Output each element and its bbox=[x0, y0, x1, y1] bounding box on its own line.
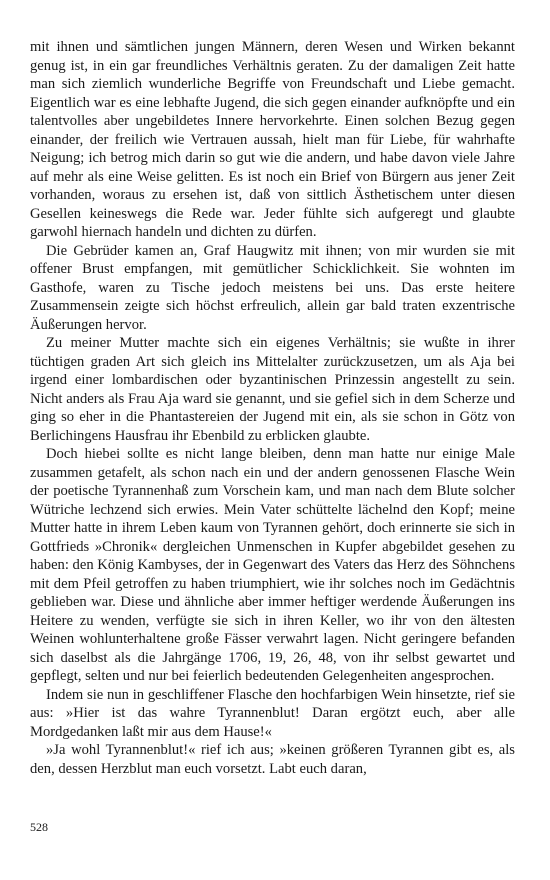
paragraph-4: Doch hiebei sollte es nicht lange bleiben, denn man hatte nur einige Male zusammen getafelt, als schon nach ein und der andern genossenen Flasche Wein der poetische Tyrannenhaß zum Vorschein kam, und man nach dem Blute solcher Wütriche lechzend sich erwies. Mein Vater schüttelte lächelnd den Kopf; meine Mutter hatte in ihrem Leben kaum von Tyrannen gehört, doch erinnerte sie sich in Gottfrieds »Chronik« dergleichen Unmenschen in Kupfer abgebildet gesehen zu haben: den König Kambyses, der in Gegenwart des Vaters das Herz des Söhnchens mit dem Pfeil getroffen zu haben triumphiert, wie ihr solches noch im Gedächtnis geblieben war. Diese und ähnliche aber immer heftiger werdende Äußerungen ins Heitere zu wenden, verfügte sie sich in ihren Keller, wo ihr von den ältesten Weinen wohlunterhaltene große Fässer verwahrt lagen. Nicht geringere befanden sich daselbst als die Jahrgänge 1706, 19, 26, 48, von ihr selbst gewartet und gepflegt, selten und nur bei feierlich bedeutenden Gelegenheiten angesprochen. bbox=[30, 446, 515, 684]
paragraph-1: mit ihnen und sämtlichen jungen Männern, deren Wesen und Wirken bekannt genug ist, in ein gar freundliches Verhältnis geraten. Zu der damaligen Zeit hatte man sich ziemlich wunderliche Begriffe von Freundschaft und Liebe gemacht. Eigentlich war es eine lebhafte Jugend, die sich gegen einander aufknöpfte und ein talentvolles aber ungebildetes Innere hervorkehrte. Einen solchen Bezug gegen einander, der freilich wie Vertrauen aussah, hielt man für Liebe, für wahrhafte Neigung; ich betrog mich darin so gut wie die andern, und habe davon viele Jahre auf mehr als eine Weise gelitten. Es ist noch ein Brief von Bürgern aus jener Zeit vorhanden, woraus zu ersehen ist, daß von sittlich Ästhetischem unter diesen Gesellen keineswegs die Rede war. Jeder fühlte sich aufgeregt und glaubte garwohl hiernach handeln und dichten zu dürfen. bbox=[30, 39, 515, 240]
paragraph-6: »Ja wohl Tyrannenblut!« rief ich aus; »keinen größeren Tyrannen gibt es, als den, dessen Herzblut man euch vorsetzt. Labt euch daran, bbox=[30, 742, 515, 777]
page-text bbox=[30, 38, 515, 778]
paragraph-3: Zu meiner Mutter machte sich ein eigenes Verhältnis; sie wußte in ihrer tüchtigen graden Art sich gleich ins Mittelalter zurückzusetzen, um als Aja bei irgend einer lombardischen oder byzantinischen Prinzessin angestellt zu sein. Nicht anders als Frau Aja ward sie genannt, und sie gefiel sich in dem Scherze und ging so eher in die Phantastereien der Jugend mit ein, als sie schon in Götz von Berlichingens Hausfrau ihr Ebenbild zu erblicken glaubte. bbox=[30, 335, 515, 444]
paragraph-5: Indem sie nun in geschliffener Flasche den hochfarbigen Wein hinsetzte, rief sie aus: »Hier ist das wahre Tyrannenblut! Daran ergötzt euch, aber alle Mordgedanken laßt mir aus dem Hause!« bbox=[30, 686, 515, 740]
page-number: 528 bbox=[30, 820, 48, 834]
paragraph-2: Die Gebrüder kamen an, Graf Haugwitz mit ihnen; von mir wurden sie mit offener Brust empfangen, mit gemütlicher Schicklichkeit. Sie wohnten im Gasthofe, waren zu Tische jedoch meistens bei uns. Das erste heitere Zusammensein zeigte sich höchst erfreulich, allein gar bald traten exzentrische Äußerungen hervor. bbox=[30, 242, 515, 333]
